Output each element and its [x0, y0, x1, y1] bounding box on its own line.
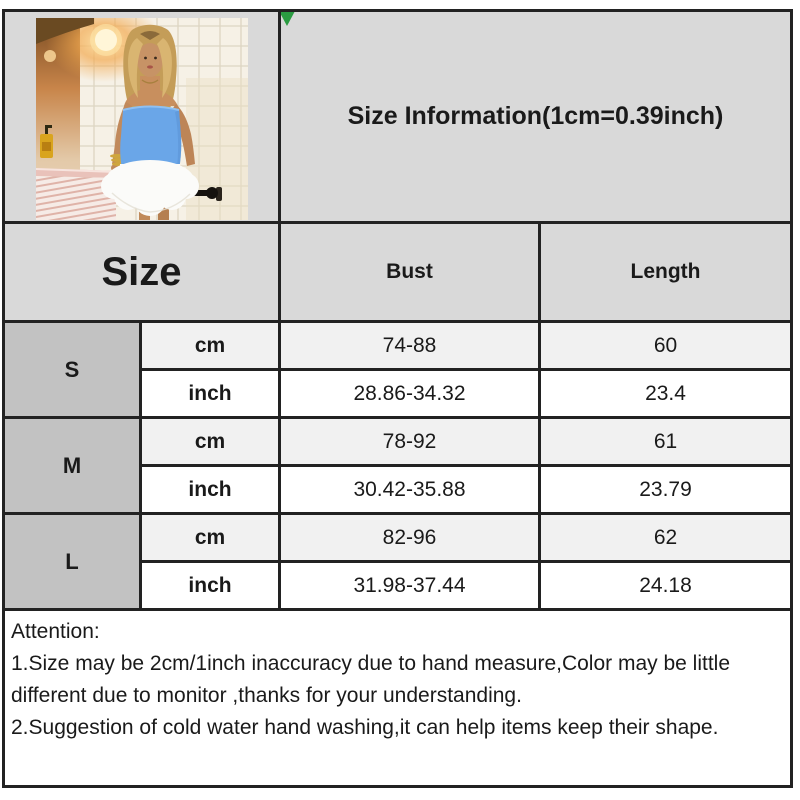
unit-label-cm: cm: [142, 323, 278, 368]
cell-s-bust-inch: 28.86-34.32: [281, 371, 538, 416]
column-header-bust: Bust: [281, 224, 538, 320]
cell-l-length-inch: 24.18: [541, 563, 790, 608]
attention-note-1: 1.Size may be 2cm/1inch inaccuracy due to hand measure,Color may be little different due to monitor ,thanks for your understanding.: [11, 652, 731, 707]
attention-heading: Attention:: [11, 620, 100, 643]
size-label-l: L: [5, 515, 139, 608]
size-information-title-cell: [281, 12, 790, 221]
product-photo: [36, 18, 248, 220]
unit-label-inch: inch: [142, 467, 278, 512]
attention-note-2: 2.Suggestion of cold water hand washing,it can help items keep their shape.: [11, 716, 719, 739]
unit-label-cm: cm: [142, 419, 278, 464]
size-label-m: M: [5, 419, 139, 512]
column-header-length: Length: [541, 224, 790, 320]
cell-s-length-cm: 60: [541, 323, 790, 368]
unit-label-cm: cm: [142, 515, 278, 560]
unit-label-inch: inch: [142, 563, 278, 608]
corner-flag-icon: [281, 12, 295, 26]
product-photo-illustration: [36, 18, 248, 220]
unit-label-inch: inch: [142, 371, 278, 416]
cell-l-bust-cm: 82-96: [281, 515, 538, 560]
column-header-size: Size: [5, 224, 278, 320]
attention-section: [5, 611, 790, 785]
cell-l-length-cm: 62: [541, 515, 790, 560]
cell-s-bust-cm: 74-88: [281, 323, 538, 368]
cell-m-bust-cm: 78-92: [281, 419, 538, 464]
cell-l-bust-inch: 31.98-37.44: [281, 563, 538, 608]
cell-m-length-cm: 61: [541, 419, 790, 464]
page-title: Size Information(1cm=0.39inch): [347, 102, 724, 130]
cell-m-bust-inch: 30.42-35.88: [281, 467, 538, 512]
size-chart-sheet: [2, 9, 793, 788]
cell-m-length-inch: 23.79: [541, 467, 790, 512]
cell-s-length-inch: 23.4: [541, 371, 790, 416]
size-label-s: S: [5, 323, 139, 416]
product-photo-cell: [5, 12, 278, 221]
